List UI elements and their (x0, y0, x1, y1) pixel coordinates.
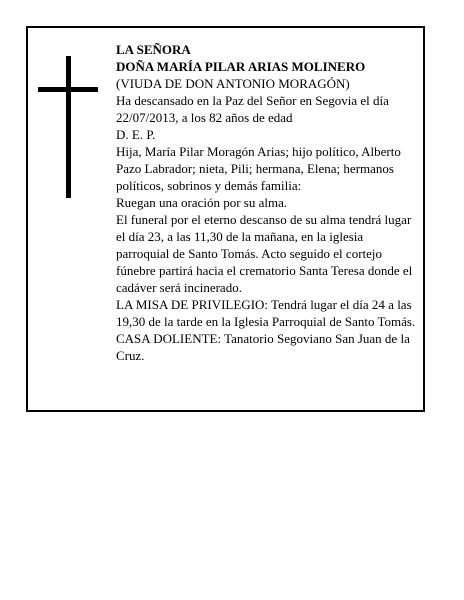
deceased-name: DOÑA MARÍA PILAR ARIAS MOLINERO (116, 59, 366, 74)
widow-line: (VIUDA DE DON ANTONIO MORAGÓN) (116, 76, 350, 91)
mass-info: LA MISA DE PRIVILEGIO: Tendrá lugar el día 24 a las 19,30 de la tarde en la Iglesia Parroquial de Santo Tomás. CASA DOLIENTE: Tanatorio Segoviano San Juan de la Cruz. (116, 297, 416, 363)
obituary-text (116, 41, 418, 364)
death-announcement: Ha descansado en la Paz del Señor en Segovia el día 22/07/2013, a los 82 años de edad (116, 93, 389, 125)
funeral-info: El funeral por el eterno descanso de su alma tendrá lugar el día 23, a las 11,30 de la mañana, en la iglesia parroquial de Santo Tomás. Acto seguido el cortejo fúnebre partirá hacia el crematorio Santa Teresa donde el cadáver será incinerado. (116, 212, 413, 295)
cross-icon (38, 56, 98, 198)
obituary-heading: LA SEÑORA (116, 42, 191, 57)
prayer-request: Ruegan una oración por su alma. (116, 195, 288, 210)
cross-vertical-bar (66, 56, 71, 198)
obituary-notice (26, 26, 425, 412)
family-list: Hija, María Pilar Moragón Arias; hijo político, Alberto Pazo Labrador; nieta, Pili; hermana, Elena; hermanos políticos, sobrinos y demás familia: (116, 144, 401, 193)
rip-line: D. E. P. (116, 127, 156, 142)
cross-horizontal-bar (38, 87, 98, 92)
